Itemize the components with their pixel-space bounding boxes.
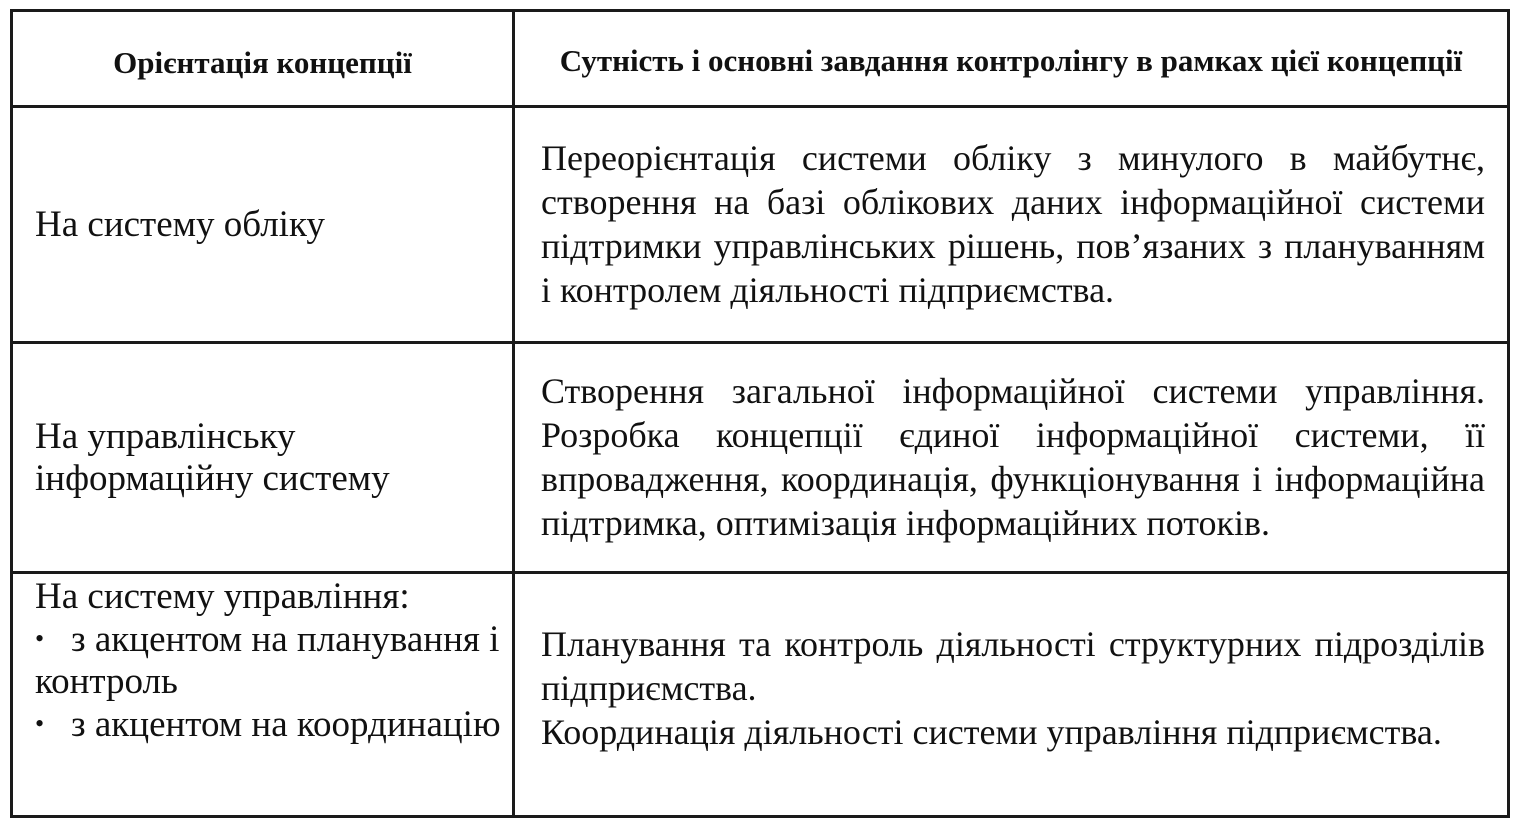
bullet-icon: • — [35, 709, 45, 738]
table-row — [12, 107, 1509, 343]
orientation-cell — [12, 573, 514, 817]
table-row — [12, 573, 1509, 817]
essence-cell — [514, 573, 1509, 817]
bullet-item — [35, 703, 502, 746]
concept-table — [10, 9, 1510, 818]
essence-text: Переорієнтація системи обліку з минулого в майбутнє, створення на базі облікових даних інформаційної системи підтримки управлінських рішень, пов’язаних з плануванням і контролем діяльності підприємства. — [541, 137, 1485, 310]
bullet-text: з акцентом на планування і контроль — [35, 619, 500, 702]
essence-cell — [514, 343, 1509, 573]
essence-text: Створення загальної інформаційної системи управління. Розробка концепції єдиної інформаційної системи, її впровадження, координація, функціонування і інформаційна підтримка, оптимізація інформаційних потоків. — [541, 370, 1485, 543]
essence-text: Планування та контроль діяльності структурних підрозділів підприємства. — [541, 624, 1485, 708]
bullet-icon: • — [35, 624, 45, 653]
table-header-row — [12, 11, 1509, 107]
orientation-cell: На систему обліку — [12, 107, 514, 343]
header-essence: Сутність і основні завдання контролінгу в рамках цієї концепції — [514, 11, 1509, 107]
bullet-item — [35, 618, 502, 703]
orientation-cell: На управлінську інформаційну систему — [12, 343, 514, 573]
table-row — [12, 343, 1509, 573]
essence-text: Координація діяльності системи управління підприємства. — [541, 712, 1442, 752]
header-orientation: Орієнтація концепції — [12, 11, 514, 107]
bullet-text: з акцентом на координацію — [71, 704, 501, 745]
essence-cell — [514, 107, 1509, 343]
orientation-title: На систему управління: — [35, 576, 410, 617]
